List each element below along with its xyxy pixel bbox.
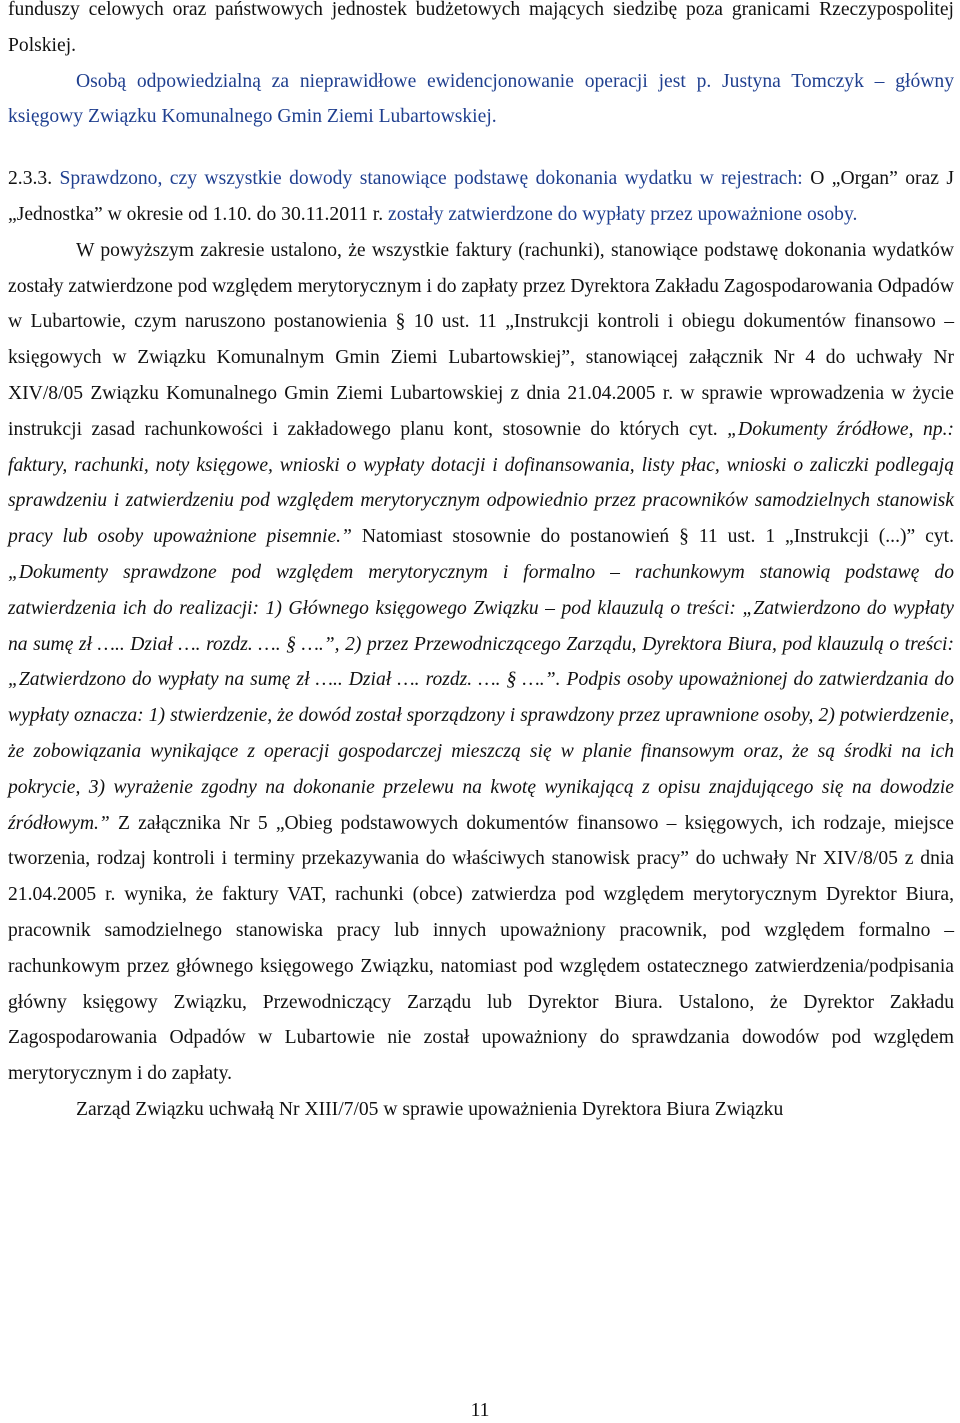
text-run: pod względem formalno – rachunkowym przez głównego księgowego Związku, natomiast pod (8, 919, 954, 977)
text-line (650, 204, 857, 225)
page-number: 11 (470, 1400, 490, 1421)
quoted-text: osoby upoważnione pisemnie.” (97, 526, 352, 548)
text-line (8, 884, 817, 905)
quoted-text: oznacza: 1) stwierdzenie, że dowód został sporządzony i sprawdzony przez uprawnione osoby, (74, 705, 814, 727)
text-line (153, 848, 954, 869)
paragraph-responsible-person (8, 64, 954, 136)
text-run: Osobą odpowiedzialną za nieprawidłowe ewidencjonowanie operacji jest p. Justyna (76, 70, 781, 92)
text-run: 21.04.2005 r. wynika, że faktury VAT, rachunki (obce) zatwierdza pod względem merytorycznym (8, 884, 818, 906)
text-run: Zarządu lub Dyrektor Biura. Ustalono, że Dyrektor Zakładu Zagospodarowania Odpadów (8, 991, 954, 1049)
text-run: w Lubartowie nie został upoważniony do sprawdzania dowodów pod względem merytorycznym (8, 1027, 954, 1085)
text-run: Dyrektora Zakładu Zagospodarowania Odpadów w Lubartowie, czym naruszono postanowienia (8, 275, 954, 333)
quoted-text: i dofinansowania, listy płac, wnioski o zaliczki podlegają sprawdzeniu i zatwierdzeniu pod (8, 454, 954, 512)
text-run: Dyrektor Biura, pracownik samodzielnego stanowiska pracy lub innych upoważniony pracownik, (8, 884, 954, 941)
text-line (76, 71, 781, 92)
text-run: podstawowych dokumentów finansowo – księgowych, ich rodzaje, miejsce tworzenia, rodzaj (8, 812, 954, 870)
quoted-text: „Dokumenty źródłowe, np.: faktury, rachunki, noty księgowe, wnioski o wypłaty dotacji (8, 418, 955, 476)
text-run: cyt. (925, 526, 954, 548)
quoted-text: podstawę do zatwierdzenia ich do realizacji: 1) Głównego księgowego Związku – pod klauzulą (8, 561, 954, 619)
quoted-text: o treści: „Zatwierdzono do wypłaty na sumę zł ….. Dział …. rozdz. …. § ….”, 2) przez (8, 597, 954, 655)
text-run: dokonania wydatków zostały zatwierdzone pod względem merytorycznym i do zapłaty przez (8, 239, 954, 297)
text-run: W powyższym zakresie ustalono, że wszystkie faktury (rachunki), stanowiące podstawę (76, 239, 779, 261)
text-run: § 10 ust. 11 „Instrukcji kontroli i obiegu dokumentów finansowo – księgowych w Związku (8, 311, 954, 369)
text-run: Tomczyk – główny księgowy Związku Komunalnego Gmin Ziemi Lubartowskiej. (8, 70, 955, 128)
text-run: w życie instrukcji zasad rachunkowości i zakładowego planu kont, stosownie do których (8, 382, 954, 440)
text-run: Komunalnym Gmin Ziemi Lubartowskiej”, stanowiącej załącznik Nr 4 do uchwały Nr XIV/8/05 (8, 347, 955, 404)
text-line (137, 1063, 232, 1084)
quoted-text: sumę zł ….. Dział …. rozdz. …. § ….”. Podpis osoby upoważnionej do zatwierdzania do wypłaty (8, 669, 954, 727)
text-line (98, 526, 916, 547)
text-line (90, 383, 884, 404)
quoted-text: względem merytorycznym odpowiednio przez pracowników samodzielnych stanowisk pracy lub (8, 490, 954, 548)
text-run: względem ostatecznego zatwierdzenia/podpisania główny księgowy Związku, Przewodniczący (8, 955, 954, 1013)
text-line (76, 1099, 783, 1120)
quoted-text: kwotę wynikającą z opisu znajdującego się na dowodzie źródłowym.” (8, 776, 954, 834)
text-line (74, 705, 813, 726)
paragraph-findings (8, 233, 954, 1092)
text-run: 2.3.3. (8, 168, 53, 190)
text-line (8, 0, 810, 20)
paragraph-intro (8, 0, 954, 64)
quoted-text: 2) potwierdzenie, że zobowiązania wynikające z operacji gospodarczej mieszczą się w planie (8, 705, 954, 762)
text-run: funduszy celowych oraz państwowych jednostek budżetowych mających siedzibę poza granicami (8, 0, 811, 20)
text-run: Z załącznika Nr 5 „Obieg (109, 812, 333, 834)
text-run: kontroli i terminy przekazywania do właściwych stanowisk pracy” do uchwały Nr XIV/8/05 z dnia (152, 848, 955, 870)
text-run: cyt. (688, 418, 728, 440)
paragraph-board-resolution (8, 1092, 954, 1128)
text-run: Związku Komunalnego Gmin Ziemi Lubartowskiej z dnia 21.04.2005 r. w sprawie wprowadzenia (90, 382, 885, 404)
quoted-text: finansowym oraz, że są środki na ich pokrycie, 3) wyrażenie zgodny na dokonanie przelewu na (8, 740, 954, 798)
text-run: Rzeczypospolitej Polskiej. (8, 0, 954, 56)
text-run: zostały zatwierdzone do wypłaty (383, 203, 646, 225)
text-line (8, 168, 803, 189)
text-run: O „Organ” oraz J „Jednostka” w okresie od 1.10. do 30.11.2011 r. (8, 168, 954, 225)
text-run: Zarząd Związku uchwałą Nr XIII/7/05 w sprawie upoważnienia Dyrektora Biura Związku (76, 1098, 784, 1120)
text-line (76, 240, 778, 261)
text-run: przez upoważnione osoby. (650, 203, 858, 225)
text-run: Natomiast stosownie do postanowień § 11 ust. 1 „Instrukcji (...)” (351, 526, 916, 548)
text-run: Sprawdzono, czy wszystkie dowody stanowiące podstawę dokonania wydatku w rejestrach: (52, 168, 803, 190)
paragraph-section-2-3-3 (8, 161, 954, 233)
quoted-text: Przewodniczącego Zarządu, Dyrektora Biura, pod klauzulą o treści: „Zatwierdzono do wypłaty na (8, 633, 954, 691)
text-run: i do zapłaty. (136, 1063, 232, 1085)
quoted-text: „Dokumenty sprawdzone pod względem merytorycznym i formalno – rachunkowym stanowią (8, 561, 831, 583)
